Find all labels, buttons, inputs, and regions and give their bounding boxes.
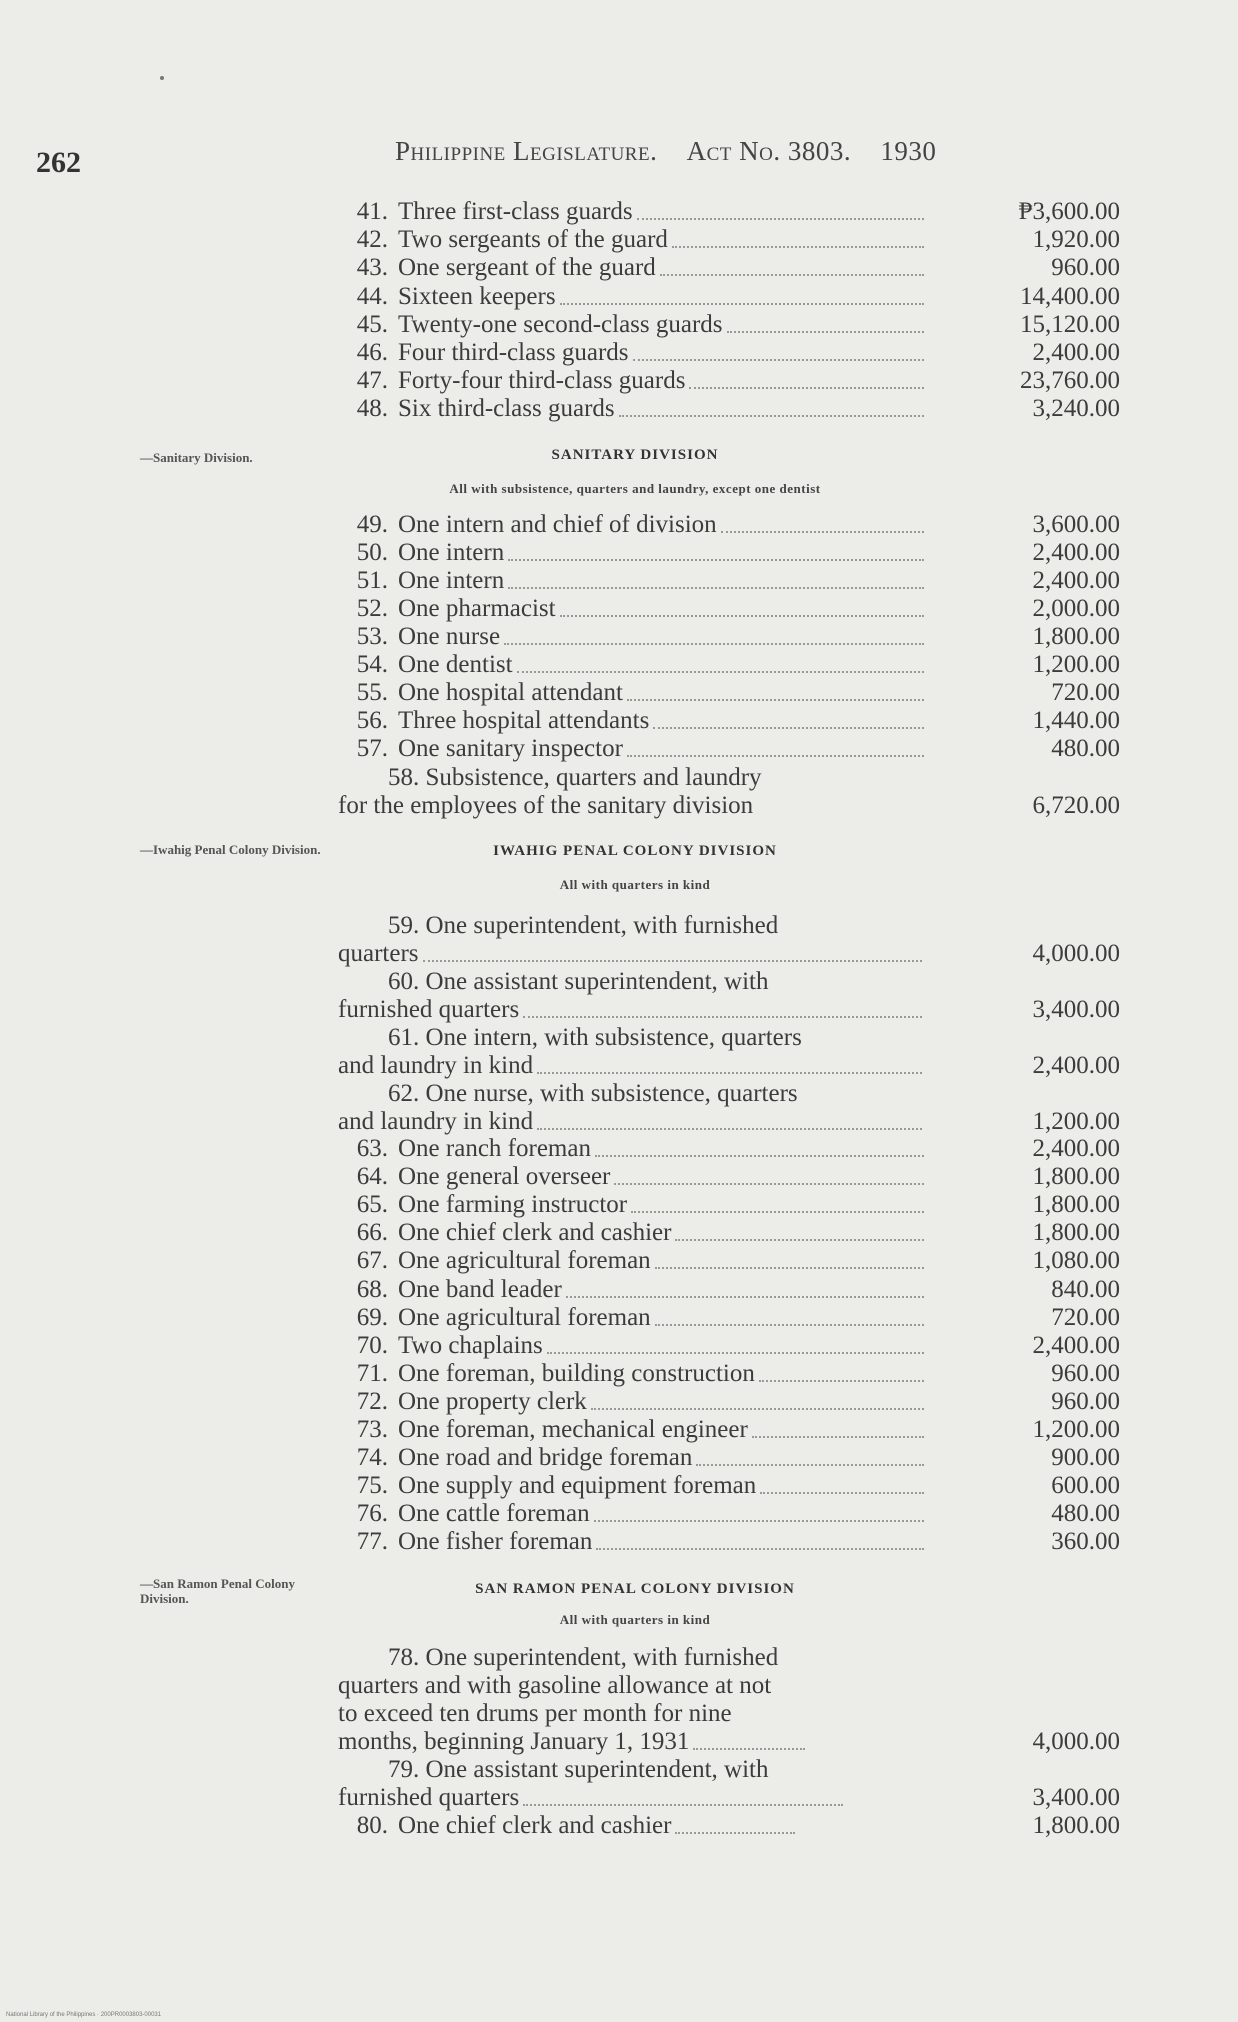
section-heading-iwahig: IWAHIG PENAL COLONY DIVISION: [493, 843, 777, 859]
dot-leader: [655, 1324, 924, 1326]
list-item-78: [340, 1644, 1120, 1756]
item-amount: 1,800.00: [1032, 1191, 1120, 1219]
item-amount: 2,000.00: [1032, 595, 1120, 622]
item-first-line: 59. One superintendent, with furnished: [388, 912, 779, 939]
item-amount: 900.00: [1051, 1444, 1120, 1472]
item-continuation-line: quarters: [338, 940, 1120, 968]
dot-leader: [537, 1108, 922, 1130]
section-subheading-sanitary: All with subsistence, quarters and laundry, except one dentist: [449, 481, 821, 496]
item-description: One supply and equipment foreman: [398, 1472, 757, 1500]
dot-leader: [594, 1520, 924, 1522]
item-amount: 1,200.00: [1032, 1108, 1120, 1135]
item-amount: 2,400.00: [1032, 539, 1120, 566]
item-description: One cattle foreman: [398, 1500, 590, 1528]
list-item: [340, 1304, 1120, 1332]
dot-leader: [633, 359, 924, 361]
item-description: One property clerk: [398, 1387, 587, 1415]
item-78-amount: 4,000.00: [1032, 1728, 1120, 1755]
item-description: One intern and chief of division: [398, 511, 717, 538]
item-description: Four third-class guards: [398, 339, 629, 366]
item-number: 53.: [356, 623, 388, 650]
item-amount: 960.00: [1051, 1387, 1120, 1415]
item-amount: 3,400.00: [1032, 996, 1120, 1023]
item-description: Three hospital attendants: [398, 707, 650, 734]
list-item: [340, 1332, 1120, 1360]
dot-leader: [672, 246, 924, 248]
item-number: 45.: [356, 310, 388, 338]
list-item: [340, 1360, 1120, 1388]
item-amount: 1,440.00: [1032, 707, 1120, 734]
list-item-79: [340, 1756, 1120, 1812]
item-description: Two sergeants of the guard: [398, 226, 668, 254]
list-item: [340, 539, 1120, 567]
list-item: [340, 283, 1120, 311]
dot-leader: [631, 1211, 924, 1213]
item-description: Forty-four third-class guards: [398, 367, 686, 395]
item-number: 48.: [356, 395, 388, 423]
list-item: [340, 567, 1120, 595]
item-amount: 23,760.00: [1020, 367, 1120, 395]
ink-speck: [160, 76, 164, 80]
dot-leader: [560, 615, 924, 617]
dot-leader: [566, 1296, 924, 1298]
list-item: [340, 311, 1120, 339]
item-number: 41.: [356, 198, 388, 225]
dot-leader: [560, 303, 924, 305]
item-58-line-2: for the employees of the sanitary division: [338, 792, 754, 819]
page-number: 262: [36, 146, 81, 179]
list-item-58: [340, 764, 1120, 820]
item-amount: 840.00: [1051, 1275, 1120, 1303]
item-description: One nurse: [398, 623, 501, 650]
item-amount: 1,080.00: [1032, 1247, 1120, 1275]
item-number: 44.: [356, 282, 388, 310]
dot-leader: [627, 755, 924, 757]
item-amount: 14,400.00: [1020, 282, 1120, 310]
dot-leader: [537, 1052, 922, 1074]
item-number: 56.: [356, 707, 388, 734]
dot-leader: [547, 1352, 924, 1354]
dot-leader: [689, 387, 924, 389]
margin-note-iwahig: —Iwahig Penal Colony Division.: [140, 842, 321, 857]
item-number: 77.: [356, 1528, 388, 1556]
item-number: 43.: [356, 254, 388, 282]
running-head-title: Philippine Legislature.: [395, 136, 658, 166]
item-description: One intern: [398, 567, 505, 594]
running-head-year: 1930: [880, 136, 937, 166]
dot-leader: [675, 1239, 924, 1241]
item-amount: 3,600.00: [1032, 511, 1120, 538]
item-description: One intern: [398, 539, 505, 566]
item-description: One foreman, building construction: [398, 1359, 755, 1387]
item-number: 49.: [356, 511, 388, 538]
item-description: One chief clerk and cashier: [398, 1812, 672, 1839]
item-first-line: 62. One nurse, with subsistence, quarters: [388, 1080, 798, 1107]
list-item: [340, 707, 1120, 735]
item-amount: 480.00: [1051, 735, 1120, 762]
item-amount: 2,400.00: [1032, 1052, 1120, 1079]
item-description: One foreman, mechanical engineer: [398, 1416, 748, 1443]
item-number: 42.: [356, 226, 388, 254]
item-description: One sergeant of the guard: [398, 254, 656, 282]
margin-note-sanitary: —Sanitary Division.: [140, 450, 253, 465]
dot-leader: [517, 671, 924, 673]
item-number: 69.: [356, 1303, 388, 1331]
item-number: 72.: [356, 1387, 388, 1415]
item-78-line-2: quarters and with gasoline allowance at not: [338, 1672, 772, 1699]
item-first-line: 60. One assistant superintendent, with: [388, 968, 769, 995]
list-item: [340, 623, 1120, 651]
dot-leader: [721, 531, 924, 533]
item-description: One agricultural foreman: [398, 1303, 651, 1331]
item-amount: 1,800.00: [1032, 1163, 1120, 1191]
item-amount: 15,120.00: [1020, 310, 1120, 338]
item-number: 57.: [356, 735, 388, 762]
item-description: Two chaplains: [398, 1331, 543, 1359]
item-amount: 1,800.00: [1032, 623, 1120, 650]
item-description: Six third-class guards: [398, 395, 615, 423]
dot-leader: [693, 1728, 805, 1750]
item-amount: 480.00: [1051, 1500, 1120, 1528]
item-78-line-4: months, beginning January 1, 1931: [338, 1728, 1120, 1756]
item-description: One fisher foreman: [398, 1528, 593, 1556]
list-item: [340, 511, 1120, 539]
item-amount: 1,200.00: [1032, 1416, 1120, 1443]
list-item: [340, 198, 1120, 226]
item-description: One hospital attendant: [398, 679, 623, 706]
list-item: [340, 1135, 1120, 1163]
dot-leader: [637, 218, 924, 220]
dot-leader: [760, 1492, 924, 1494]
list-item-wrapped: [340, 1024, 1120, 1080]
section-subheading-san-ramon: All with quarters in kind: [559, 1612, 711, 1627]
dot-leader: [523, 996, 922, 1018]
list-item: [340, 367, 1120, 395]
section-heading-sanitary: SANITARY DIVISION: [551, 447, 719, 463]
list-item-wrapped: [340, 912, 1120, 968]
item-number: 47.: [356, 367, 388, 395]
item-number: 75.: [356, 1472, 388, 1500]
item-amount: 2,400.00: [1032, 1135, 1120, 1162]
dot-leader: [523, 1784, 843, 1806]
item-amount: 720.00: [1051, 679, 1120, 706]
item-amount: 960.00: [1051, 1359, 1120, 1387]
item-58-line-1: 58. Subsistence, quarters and laundry: [388, 764, 762, 791]
item-79-line-2: furnished quarters: [338, 1784, 1120, 1812]
item-number: 76.: [356, 1500, 388, 1528]
item-amount: 4,000.00: [1032, 940, 1120, 967]
item-description: One farming instructor: [398, 1191, 628, 1219]
item-continuation-line: and laundry in kind: [338, 1052, 1120, 1080]
dot-leader: [596, 1548, 924, 1550]
dot-leader: [675, 1832, 795, 1834]
item-amount: 960.00: [1051, 254, 1120, 282]
dot-leader: [614, 1183, 924, 1185]
item-number: 73.: [356, 1416, 388, 1443]
scan-footer: National Library of the Philippines · 200PR0003803-00031: [6, 2012, 162, 2018]
item-amount: 3,240.00: [1032, 395, 1120, 423]
item-amount: 720.00: [1051, 1303, 1120, 1331]
list-item-80: [340, 1812, 1120, 1840]
item-number: 50.: [356, 539, 388, 566]
item-number: 67.: [356, 1247, 388, 1275]
list-item: [340, 1472, 1120, 1500]
list-item: [340, 1247, 1120, 1275]
list-item: [340, 1528, 1120, 1556]
item-number: 66.: [356, 1219, 388, 1247]
list-item: [340, 735, 1120, 763]
item-amount: 1,800.00: [1032, 1219, 1120, 1247]
dot-leader: [727, 331, 924, 333]
item-continuation-line: furnished quarters: [338, 996, 1120, 1024]
item-amount: 2,400.00: [1032, 1331, 1120, 1359]
list-item: [340, 226, 1120, 254]
item-amount: 2,400.00: [1032, 339, 1120, 366]
item-amount: 1,200.00: [1032, 651, 1120, 678]
item-number: 46.: [356, 339, 388, 366]
item-description: One agricultural foreman: [398, 1247, 651, 1275]
list-item: [340, 679, 1120, 707]
item-number: 64.: [356, 1163, 388, 1191]
list-item: [340, 1416, 1120, 1444]
list-item: [340, 1444, 1120, 1472]
list-item: [340, 1219, 1120, 1247]
item-description: Three first-class guards: [398, 198, 633, 225]
item-amount: 360.00: [1051, 1528, 1120, 1556]
item-number: 70.: [356, 1331, 388, 1359]
item-description: One ranch foreman: [398, 1135, 591, 1162]
list-item: [340, 1276, 1120, 1304]
item-number: 55.: [356, 679, 388, 706]
dot-leader: [752, 1436, 924, 1438]
item-number: 54.: [356, 651, 388, 678]
list-item: [340, 1191, 1120, 1219]
list-item: [340, 651, 1120, 679]
item-description: One pharmacist: [398, 595, 556, 622]
dot-leader: [655, 1267, 924, 1269]
list-item-wrapped: [340, 1080, 1120, 1136]
item-description: Twenty-one second-class guards: [398, 310, 723, 338]
item-description: One road and bridge foreman: [398, 1444, 693, 1472]
item-number: 74.: [356, 1444, 388, 1472]
dot-leader: [508, 559, 924, 561]
item-78-line-1: 78. One superintendent, with furnished: [388, 1644, 779, 1671]
item-description: One dentist: [398, 651, 513, 678]
dot-leader: [591, 1408, 924, 1410]
item-amount: ₱3,600.00: [1018, 198, 1120, 225]
item-79-line-1: 79. One assistant superintendent, with: [388, 1756, 769, 1783]
item-description: One general overseer: [398, 1163, 611, 1191]
item-number: 65.: [356, 1191, 388, 1219]
item-description: One chief clerk and cashier: [398, 1219, 672, 1247]
item-amount: 2,400.00: [1032, 567, 1120, 594]
running-head-act: Act No. 3803.: [686, 136, 852, 166]
item-number: 80.: [356, 1812, 388, 1839]
dot-leader: [508, 587, 924, 589]
item-number: 68.: [356, 1275, 388, 1303]
dot-leader: [504, 643, 924, 645]
item-description: One sanitary inspector: [398, 735, 623, 762]
dot-leader: [627, 699, 924, 701]
item-58-amount: 6,720.00: [1032, 792, 1120, 819]
list-item: [340, 395, 1120, 423]
dot-leader: [660, 274, 924, 276]
item-79-amount: 3,400.00: [1032, 1784, 1120, 1811]
item-number: 51.: [356, 567, 388, 594]
item-description: One band leader: [398, 1275, 562, 1303]
list-item-wrapped: [340, 968, 1120, 1024]
item-amount: 1,920.00: [1032, 226, 1120, 254]
item-continuation-line: and laundry in kind: [338, 1108, 1120, 1136]
item-number: 63.: [356, 1135, 388, 1162]
dot-leader: [595, 1155, 924, 1157]
margin-note-san-ramon: —San Ramon Penal Colony Division.: [140, 1576, 295, 1606]
item-amount: 600.00: [1051, 1472, 1120, 1500]
item-amount: 1,800.00: [1032, 1812, 1120, 1839]
running-head: [395, 136, 936, 167]
section-heading-san-ramon: SAN RAMON PENAL COLONY DIVISION: [475, 1581, 795, 1597]
item-78-line-3: to exceed ten drums per month for nine: [338, 1700, 732, 1727]
dot-leader: [653, 727, 924, 729]
list-item: [340, 339, 1120, 367]
section-subheading-iwahig: All with quarters in kind: [559, 877, 711, 892]
list-item: [340, 1163, 1120, 1191]
list-item: [340, 254, 1120, 282]
dot-leader: [759, 1380, 924, 1382]
item-description: Sixteen keepers: [398, 282, 556, 310]
item-number: 71.: [356, 1359, 388, 1387]
list-item: [340, 595, 1120, 623]
list-item: [340, 1500, 1120, 1528]
item-number: 52.: [356, 595, 388, 622]
dot-leader: [696, 1464, 924, 1466]
dot-leader: [423, 940, 922, 962]
dot-leader: [619, 415, 924, 417]
list-item: [340, 1388, 1120, 1416]
item-first-line: 61. One intern, with subsistence, quarters: [388, 1024, 802, 1051]
